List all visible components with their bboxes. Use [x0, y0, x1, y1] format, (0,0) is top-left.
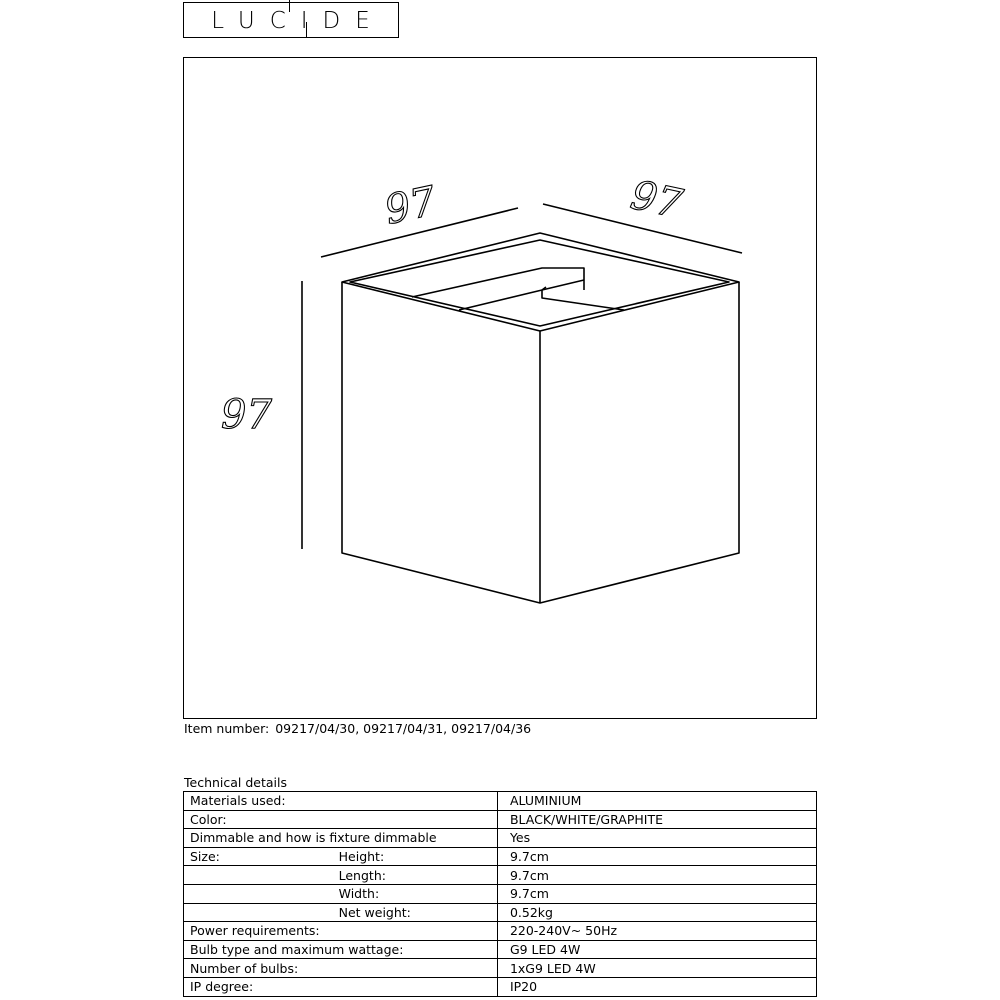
spec-label: Size: [184, 847, 339, 866]
top-slot-right [542, 290, 624, 310]
table-row [184, 922, 817, 941]
spec-label: Number of bulbs: [184, 959, 498, 978]
spec-label: Color: [184, 810, 498, 829]
technical-details-caption: Technical details [184, 775, 288, 790]
table-row [184, 977, 817, 996]
cube-top-face [342, 233, 739, 331]
item-number-line [184, 720, 537, 738]
cube-drawing [184, 58, 818, 720]
spec-value: IP20 [497, 977, 816, 996]
table-row [184, 940, 817, 959]
table-row [184, 829, 817, 848]
logo-accent-line [289, 0, 290, 12]
spec-value: 9.7cm [497, 866, 816, 885]
top-slot-left-edge [542, 280, 584, 290]
table-row [184, 810, 817, 829]
spec-label [184, 903, 339, 922]
brand-logo-text: LUCIDE [211, 8, 385, 34]
table-row [184, 884, 817, 903]
spec-sublabel: Width: [339, 884, 498, 903]
depth-dimension-label: 97 [626, 172, 687, 228]
spec-value: Yes [497, 829, 816, 848]
spec-sublabel: Length: [339, 866, 498, 885]
spec-label: IP degree: [184, 977, 498, 996]
spec-label [184, 866, 339, 885]
spec-value: 9.7cm [497, 847, 816, 866]
height-dimension-label: 97 [221, 392, 272, 438]
item-number-value: 09217/04/30, 09217/04/31, 09217/04/36 [275, 721, 532, 736]
spec-label: Dimmable and how is fixture dimmable [184, 829, 498, 848]
table-row [184, 866, 817, 885]
technical-details-table [183, 791, 817, 997]
spec-value: ALUMINIUM [497, 792, 816, 811]
spec-value: G9 LED 4W [497, 940, 816, 959]
table-row [184, 903, 817, 922]
spec-value: 1xG9 LED 4W [497, 959, 816, 978]
top-slot-left-inner [459, 287, 546, 310]
spec-sublabel: Height: [339, 847, 498, 866]
spec-label [184, 884, 339, 903]
table-row [184, 959, 817, 978]
spec-value: 220-240V~ 50Hz [497, 922, 816, 941]
spec-value: BLACK/WHITE/GRAPHITE [497, 810, 816, 829]
top-slot-left [412, 268, 584, 297]
spec-label: Power requirements: [184, 922, 498, 941]
logo-accent-line-lower [306, 22, 307, 38]
brand-logo [183, 2, 399, 38]
spec-label: Materials used: [184, 792, 498, 811]
item-number-label: Item number: [184, 721, 270, 736]
drawing-frame [183, 57, 817, 719]
cube-top-rim [350, 240, 729, 326]
spec-sublabel: Net weight: [339, 903, 498, 922]
width-dimension-label: 97 [380, 178, 441, 234]
table-row [184, 792, 817, 811]
spec-value: 0.52kg [497, 903, 816, 922]
spec-value: 9.7cm [497, 884, 816, 903]
spec-label: Bulb type and maximum wattage: [184, 940, 498, 959]
table-row [184, 847, 817, 866]
